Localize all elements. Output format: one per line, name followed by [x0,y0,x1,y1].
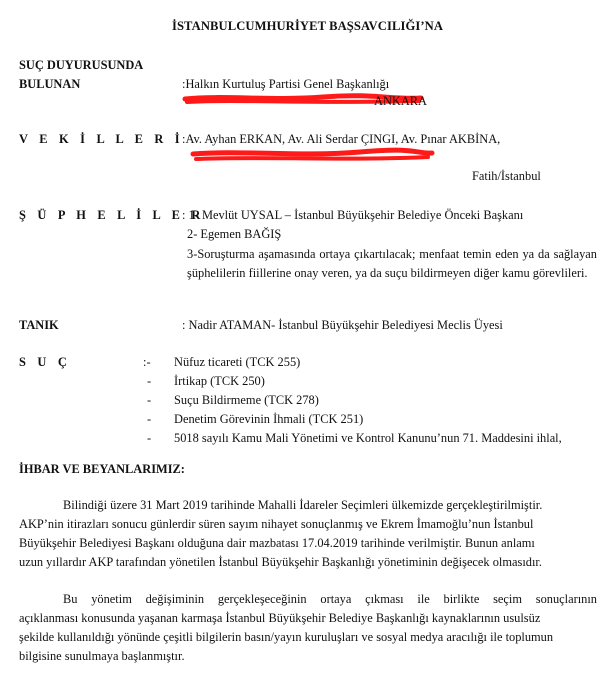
paragraph-1-line-4: uzun yıllardır AKP tarafından yönetilen İstanbul Büyükşehir Başkanlığı yönetiminin değişecek olmasıdır. [19,555,542,569]
paragraph-2-line-2: açıklanması konusunda yaşanan karmaşa İstanbul Büyükşehir Belediye Başkanlığı kaynaklarının usulsüz [19,611,541,625]
crime-item: Nüfuz ticareti (TCK 255) [174,355,301,369]
complainant-label-line1: SUÇ DUYURUSUNDA [19,58,144,72]
suspects-label: Ş Ü P H E L İ L E R [19,208,205,222]
attorneys-address-redaction [190,144,435,166]
crime-item: Suçu Bildirmeme (TCK 278) [174,393,319,407]
paragraph-1-line-3: Büyükşehir Belediyesi Başkanı olduğuna dair mazbatası 17.04.2019 tarihinde verilmiştir. Bunun anlamı [19,536,535,550]
crime-bullet: - [147,374,152,388]
witness-label: TANIK [19,318,59,332]
crimes-marker: :- [143,355,151,369]
crime-bullet: - [147,393,152,407]
paragraph-1-line-1: Bilindiği üzere 31 Mart 2019 tarihinde Mahalli İdareler Seçimleri ülkemizde gerçekleştirilmiştir. [63,498,543,512]
crime-item: 5018 sayılı Kamu Mali Yönetimi ve Kontrol Kanunu’nun 71. Maddesini ihlal, [174,431,562,445]
complainant-city: ANKARA [374,94,428,108]
paragraph-2-line-4: bilgisine sunulmaya başlanmıştır. [19,649,185,663]
paragraph-1-line-2: AKP’nin itirazları sonucu günlerdir süren sayım nihayet sonuçlanmış ve Ekrem İmamoğlu’nun İstanbul [19,517,534,531]
crimes-label: S U Ç [19,355,71,369]
crime-item: İrtikap (TCK 250) [174,374,265,388]
attorneys-label: V E K İ L L E R İ [19,132,184,146]
crime-bullet: - [147,431,152,445]
suspect-item-1: : 1- Mevlüt UYSAL – İstanbul Büyükşehir Belediye Önceki Başkanı [182,208,524,222]
paragraph-2-line-3: şekilde kullanıldığı yönünde çeşitli bilgilerin basın/yayın kuruluşları ve sosyal medya aracılığı ile toplumun [19,630,554,644]
suspect-item-3: 3-Soruşturma aşamasında ortaya çıkartılacak; menfaat temin eden ya da sağlayan şüphelilerin fiillerine onay veren, ya da suçu bildirmeyen diğer kamu görevlileri. [187,247,597,280]
witness-value: : Nadir ATAMAN- İstanbul Büyükşehir Belediyesi Meclis Üyesi [182,318,503,332]
paragraph-2-line-1: Bu yönetim değişiminin gerçekleşeceğinin ortaya çıkması ile birlikte seçim sonuçlarının [63,592,597,606]
document-title: İSTANBULCUMHURİYET BAŞSAVCILIĞI’NA [171,19,444,33]
statements-heading: İHBAR VE BEYANLARIMIZ: [19,462,185,476]
attorneys-city: Fatih/İstanbul [472,169,541,183]
crime-bullet: - [147,412,152,426]
crime-item: Denetim Görevinin İhmali (TCK 251) [174,412,364,426]
complainant-name: :Halkın Kurtuluş Partisi Genel Başkanlığı [182,77,390,91]
complainant-label-line2: BULUNAN [19,77,81,91]
suspect-item-2: 2- Egemen BAĞIŞ [187,227,282,241]
attorneys-names: :Av. Ayhan ERKAN, Av. Ali Serdar ÇINGI, Av. Pınar AKBİNA, [182,132,501,146]
